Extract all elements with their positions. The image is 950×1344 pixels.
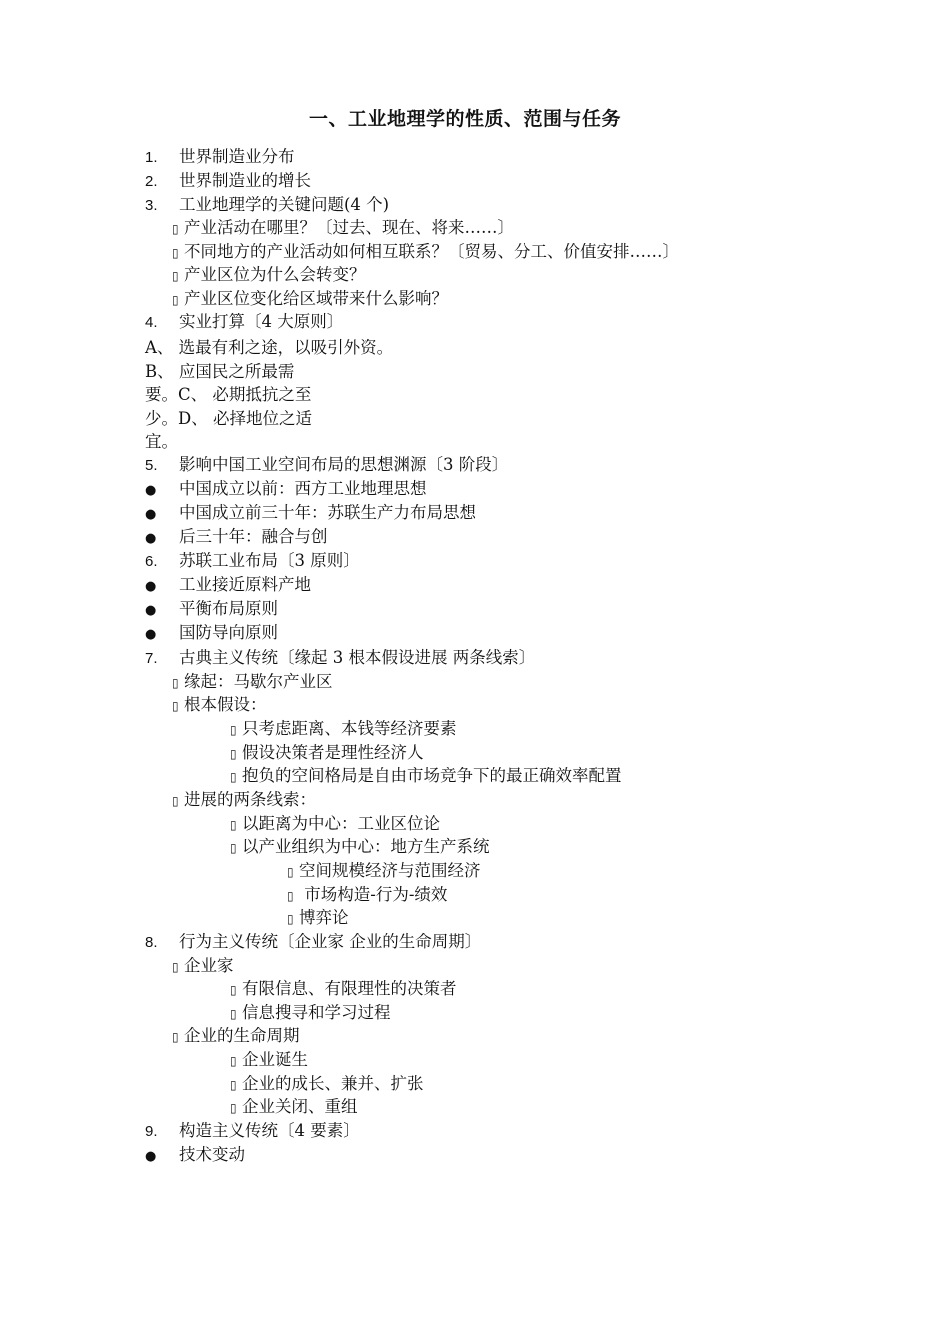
sub-item: ▯ 不同地方的产业活动如何相互联系？〔贸易、分工、价值安排……〕 [172,241,679,264]
square-bullet-icon: ▯ [172,1030,179,1044]
bullet-item: ● 平衡布局原则 [145,598,278,622]
item-number: 7. [145,650,158,667]
bullet-item: ● 中国成立前三十年：苏联生产力布局思想 [145,502,476,526]
deep-item: ▯ 空间规模经济与范围经济 [287,860,481,883]
square-bullet-icon: ▯ [287,889,294,903]
sub-item: ▯ 产业活动在哪里？〔过去、现在、将来……〕 [172,217,514,240]
sub-item: ▯ 产业区位变化给区域带来什么影响？ [172,288,448,311]
sub-item: ▯ 企业家 [172,955,234,978]
list-item-1 [145,146,295,169]
paragraph-line: 宜。 [145,432,178,451]
item-number: 5. [145,457,158,474]
square-bullet-icon: ▯ [172,699,179,713]
square-bullet-icon: ▯ [230,841,237,855]
item-text: 行为主义传统〔企业家 企业的生命周期〕 [179,932,482,951]
paragraph-line: 少。D、 必择地位之适 [145,409,312,428]
bullet-item: ● 国防导向原则 [145,622,278,646]
list-item-7 [145,647,535,670]
bullet-icon: ● [145,483,157,498]
sub-item: ▯ 根本假设： [172,694,267,717]
sub-sub-item: ▯ 信息搜寻和学习过程 [230,1002,391,1025]
square-bullet-icon: ▯ [230,983,237,997]
bullet-icon: ● [145,1149,157,1164]
item-text: 苏联工业布局〔3 原则〕 [179,551,360,570]
bullet-item: ● 工业接近原料产地 [145,574,311,598]
bullet-icon: ● [145,603,157,618]
bullet-icon: ● [145,507,157,522]
item-number: 1. [145,149,158,166]
sub-item: ▯ 缘起：马歇尔产业区 [172,671,333,694]
sub-item: ▯ 产业区位为什么会转变？ [172,264,366,287]
deep-item: ▯ 市场构造-行为-绩效 [287,884,447,907]
sub-item: ▯ 企业的生命周期 [172,1025,300,1048]
item-text: 影响中国工业空间布局的思想渊源〔3 阶段〕 [179,455,509,474]
sub-sub-item: ▯ 假设决策者是理性经济人 [230,742,424,765]
square-bullet-icon: ▯ [230,1054,237,1068]
list-item-5 [145,454,508,477]
square-bullet-icon: ▯ [230,1078,237,1092]
square-bullet-icon: ▯ [230,818,237,832]
paragraph-line: A、 选最有利之途，以吸引外资。 [145,338,394,357]
bullet-icon: ● [145,627,157,642]
square-bullet-icon: ▯ [230,747,237,761]
item-text: 世界制造业的增长 [179,171,311,190]
square-bullet-icon: ▯ [172,960,179,974]
item-text: 工业地理学的关键问题(4 个) [179,195,390,214]
list-item-3 [145,194,389,217]
item-text: 构造主义传统〔4 要素〕 [179,1121,360,1140]
item-number: 3. [145,197,158,214]
sub-item: ▯ 进展的两条线索： [172,789,316,812]
bullet-item: ● 后三十年：融合与创 [145,526,328,550]
item-text: 实业打算〔4 大原则〕 [179,312,344,331]
page-title: 一、工业地理学的性质、范围与任务 [308,108,621,130]
bullet-icon: ● [145,579,157,594]
paragraph-line: 要。C、 必期抵抗之至 [145,385,312,404]
square-bullet-icon: ▯ [230,1101,237,1115]
square-bullet-icon: ▯ [172,293,179,307]
list-item-9 [145,1120,360,1143]
square-bullet-icon: ▯ [172,794,179,808]
item-number: 9. [145,1123,158,1140]
square-bullet-icon: ▯ [172,676,179,690]
sub-sub-item: ▯ 企业关闭、重组 [230,1096,358,1119]
sub-sub-item: ▯ 企业的成长、兼并、扩张 [230,1073,424,1096]
item-number: 2. [145,173,158,190]
sub-sub-item: ▯ 只考虑距离、本钱等经济要素 [230,718,457,741]
bullet-icon: ● [145,531,157,546]
square-bullet-icon: ▯ [230,723,237,737]
sub-sub-item: ▯ 以产业组织为中心：地方生产系统 [230,836,490,859]
sub-sub-item: ▯ 抱负的空间格局是自由市场竞争下的最正确效率配置 [230,765,622,788]
list-item-4 [145,311,343,334]
item-text: 世界制造业分布 [179,147,295,166]
sub-sub-item: ▯ 有限信息、有限理性的决策者 [230,978,457,1001]
square-bullet-icon: ▯ [230,770,237,784]
bullet-item: ● 中国成立以前：西方工业地理思想 [145,478,427,502]
square-bullet-icon: ▯ [172,269,179,283]
item-number: 6. [145,553,158,570]
item-number: 8. [145,934,158,951]
list-item-8 [145,931,481,954]
paragraph-line: B、 应国民之所最需 [145,362,295,381]
sub-sub-item: ▯ 企业诞生 [230,1049,308,1072]
square-bullet-icon: ▯ [172,222,179,236]
square-bullet-icon: ▯ [287,912,294,926]
item-number: 4. [145,314,158,331]
square-bullet-icon: ▯ [287,865,294,879]
list-item-6 [145,550,360,573]
list-item-2 [145,170,311,193]
square-bullet-icon: ▯ [230,1007,237,1021]
square-bullet-icon: ▯ [172,246,179,260]
sub-sub-item: ▯ 以距离为中心：工业区位论 [230,813,440,836]
bullet-item: ● 技术变动 [145,1144,245,1168]
deep-item: ▯ 博弈论 [287,907,349,930]
item-text: 古典主义传统〔缘起 3 根本假设进展 两条线索〕 [179,648,536,667]
